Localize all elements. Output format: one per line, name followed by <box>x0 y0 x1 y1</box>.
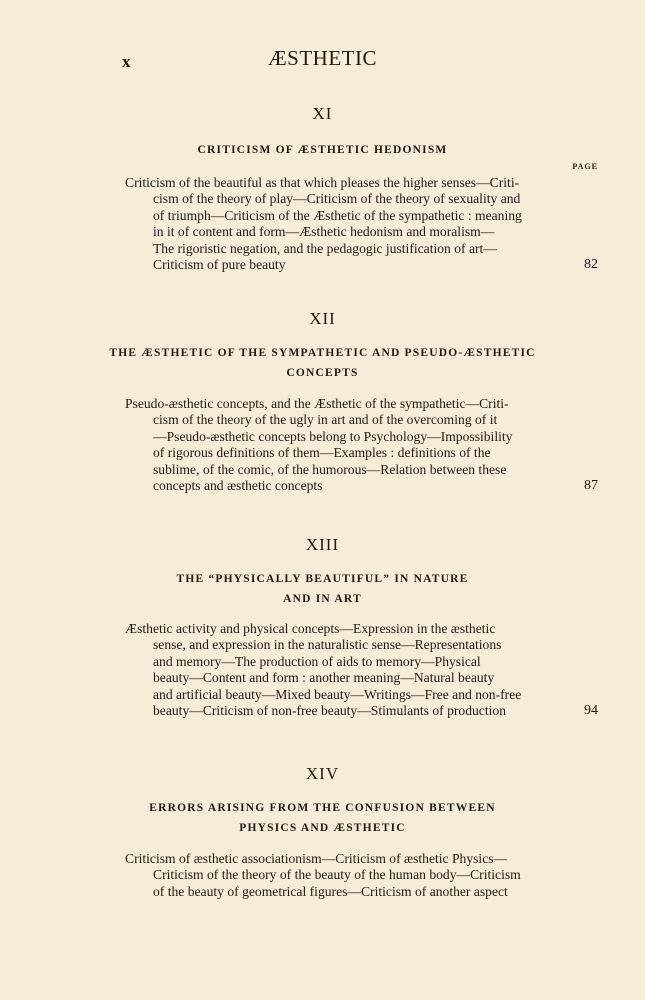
summary-line: Criticism of the beautiful as that which pleases the higher senses—Criti- <box>125 175 520 190</box>
summary-line: beauty—Criticism of non-free beauty—Stimulants of production <box>153 703 506 719</box>
section-numeral: XI <box>312 104 333 123</box>
section-numeral: XII <box>309 309 336 328</box>
section-heading <box>0 798 645 838</box>
section-summary <box>125 175 559 273</box>
section-heading <box>0 569 645 609</box>
running-title: ÆSTHETIC <box>268 46 377 70</box>
summary-line: and memory—The production of aids to memory—Physical <box>153 653 481 669</box>
summary-line: beauty—Content and form : another meaning—Natural beauty <box>153 670 495 686</box>
section-heading-line: CONCEPTS <box>286 367 359 379</box>
section-xiv <box>0 764 645 899</box>
summary-line: sublime, of the comic, of the humorous—Relation between these <box>153 461 507 477</box>
summary-line: cism of the theory of play—Criticism of the theory of sexuality and <box>153 191 521 207</box>
section-summary <box>125 851 559 900</box>
summary-line: of triumph—Criticism of the Æsthetic of the sympathetic : meaning <box>153 207 522 223</box>
page-number: x <box>122 52 131 71</box>
summary-line: —Pseudo-æsthetic concepts belong to Psychology—Impossibility <box>153 428 513 444</box>
summary-line: and artificial beauty—Mixed beauty—Writings—Free and non-free <box>153 686 522 702</box>
section-heading-line: ERRORS ARISING FROM THE CONFUSION BETWEEN <box>149 802 496 814</box>
summary-line: in it of content and form—Æsthetic hedonism and moralism— <box>153 224 495 240</box>
summary-line: Æsthetic activity and physical concepts—Expression in the æsthetic <box>125 621 496 636</box>
summary-line: Criticism of pure beauty <box>153 257 286 273</box>
summary-line: Criticism of the theory of the beauty of the human body—Criticism <box>153 867 521 883</box>
page-reference: 87 <box>584 478 598 493</box>
section-heading <box>0 140 645 160</box>
summary-line: Criticism of æsthetic associationism—Criticism of æsthetic Physics— <box>125 851 508 866</box>
section-xiii <box>0 535 645 719</box>
section-summary <box>125 621 559 719</box>
section-heading-line: THE “PHYSICALLY BEAUTIFUL” IN NATURE <box>176 573 469 585</box>
running-header <box>0 46 645 76</box>
section-xii <box>0 309 645 494</box>
summary-line: of the beauty of geometrical figures—Criticism of another aspect <box>153 883 508 899</box>
summary-line: sense, and expression in the naturalistic sense—Representations <box>153 637 502 653</box>
section-heading-line: THE ÆSTHETIC OF THE SYMPATHETIC AND PSEUDO-ÆSTHETIC <box>109 347 536 359</box>
section-summary <box>125 396 559 494</box>
section-xi <box>0 104 645 273</box>
page-reference: 82 <box>584 257 598 272</box>
section-numeral: XIV <box>305 764 340 783</box>
section-heading-line: CRITICISM OF ÆSTHETIC HEDONISM <box>197 144 448 156</box>
page-reference: 94 <box>584 703 598 718</box>
summary-line: The rigoristic negation, and the pedagogic justification of art— <box>153 240 497 256</box>
summary-line: Pseudo-æsthetic concepts, and the Æsthetic of the sympathetic—Criti- <box>125 396 509 411</box>
section-heading-line: PHYSICS AND ÆSTHETIC <box>239 822 406 834</box>
section-numeral: XIII <box>305 535 340 554</box>
summary-line: concepts and æsthetic concepts <box>153 478 323 494</box>
summary-line: cism of the theory of the ugly in art and of the overcoming of it <box>153 412 498 428</box>
summary-line: of rigorous definitions of them—Examples : definitions of the <box>153 445 491 461</box>
page-column-label: PAGE <box>572 162 598 171</box>
section-heading <box>0 343 645 383</box>
section-heading-line: AND IN ART <box>283 593 362 605</box>
